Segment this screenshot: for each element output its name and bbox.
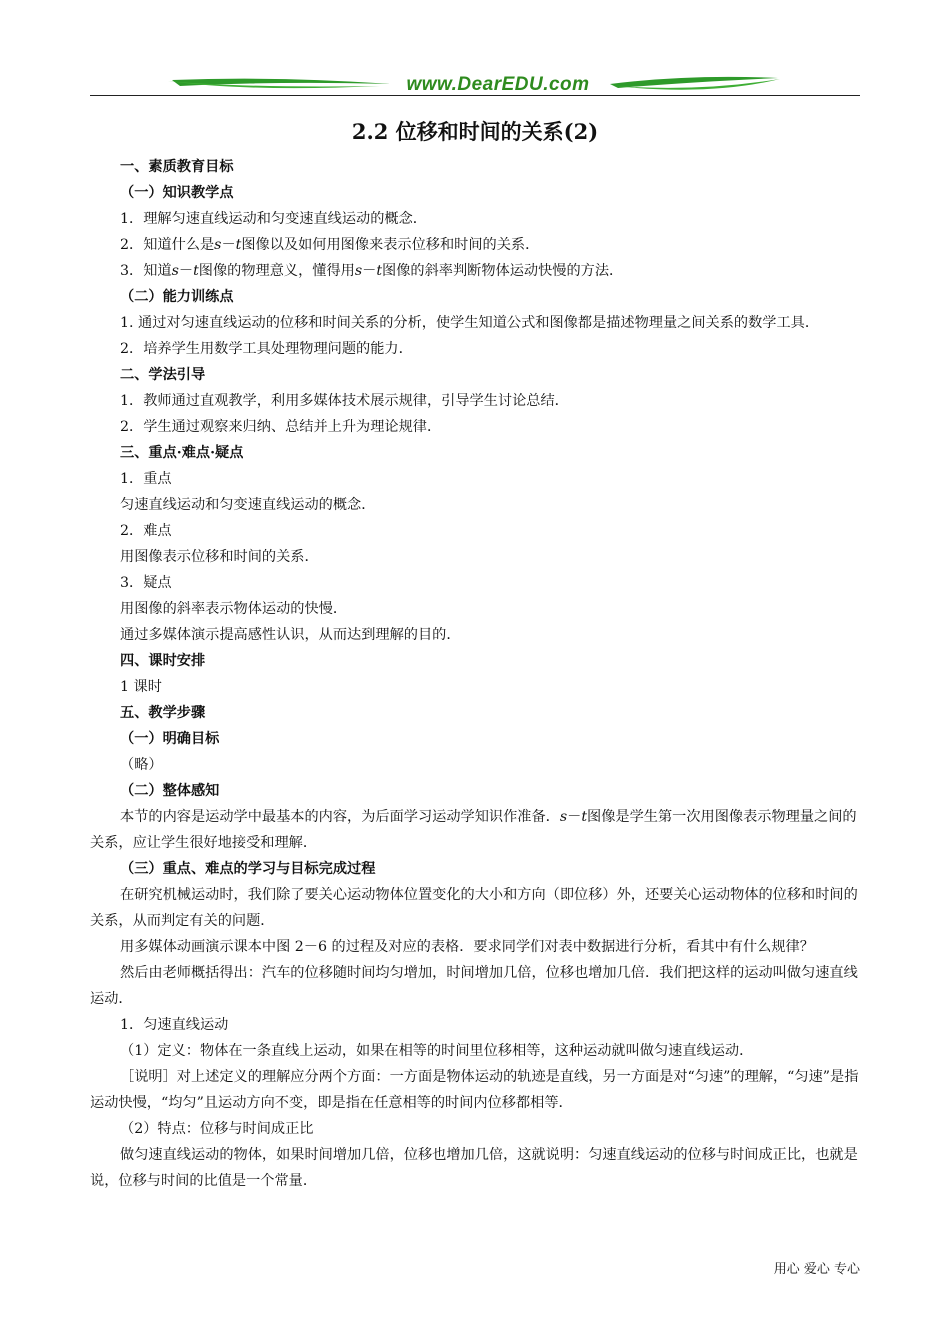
section-heading: 五、教学步骤 [120, 705, 206, 721]
subsection-heading: （三）重点、难点的学习与目标完成过程 [120, 861, 376, 877]
paragraph: 2．知道什么是s－t图像以及如何用图像来表示位移和时间的关系． [120, 237, 540, 253]
paragraph: ［说明］对上述定义的理解应分两个方面：一方面是物体运动的轨迹是直线，另一方面是对“匀速”的理解，“匀速”是指运动快慢，“均匀”且运动方向不变，即是指在任意相等的时间内位移都相等． [90, 1069, 859, 1111]
paragraph: 用图像表示位移和时间的关系． [120, 549, 319, 565]
paragraph: 2．难点 [120, 523, 172, 539]
paragraph: 2．学生通过观察来归纳、总结并上升为理论规律． [120, 419, 442, 435]
paragraph: 通过多媒体演示提高感性认识，从而达到理解的目的． [120, 627, 461, 643]
section-heading: 二、学法引导 [120, 367, 206, 383]
paragraph: （略） [120, 757, 163, 773]
footer-motto: 用心 爱心 专心 [773, 1262, 860, 1277]
paragraph: 1．教师通过直观教学，利用多媒体技术展示规律，引导学生讨论总结． [120, 393, 569, 409]
paragraph: 3．疑点 [120, 575, 172, 591]
header-divider [90, 95, 860, 96]
paragraph: 做匀速直线运动的物体，如果时间增加几倍，位移也增加几倍，这就说明：匀速直线运动的位移与时间成正比，也就是说，位移与时间的比值是一个常量． [90, 1147, 858, 1189]
subsection-heading: （一）知识教学点 [120, 185, 234, 201]
subsection-heading: （二）能力训练点 [120, 289, 234, 305]
paragraph: （2）特点：位移与时间成正比 [120, 1121, 314, 1137]
paragraph: 在研究机械运动时，我们除了要关心运动物体位置变化的大小和方向（即位移）外，还要关心运动物体的位移和时间的关系，从而判定有关的问题． [90, 887, 858, 929]
document-body [90, 154, 860, 1194]
subsection-heading: （一）明确目标 [120, 731, 220, 747]
subsection-heading: （二）整体感知 [120, 783, 220, 799]
paragraph: 用图像的斜率表示物体运动的快慢． [120, 601, 348, 617]
section-heading: 一、素质教育目标 [120, 159, 234, 175]
paragraph: 1. 通过对匀速直线运动的位移和时间关系的分析，使学生知道公式和图像都是描述物理量之间关系的数学工具． [120, 315, 820, 331]
page-title: 2.2 位移和时间的关系(2) [351, 119, 599, 144]
paragraph: 1．匀速直线运动 [120, 1017, 229, 1033]
paragraph: 1．重点 [120, 471, 172, 487]
paragraph: 然后由老师概括得出：汽车的位移随时间均匀增加，时间增加几倍，位移也增加几倍．我们把这样的运动叫做匀速直线运动． [90, 965, 858, 1007]
paragraph: 用多媒体动画演示课本中图 2－6 的过程及对应的表格．要求同学们对表中数据进行分析，看其中有什么规律？ [120, 939, 814, 955]
paragraph: （1）定义：物体在一条直线上运动，如果在相等的时间里位移相等，这种运动就叫做匀速直线运动． [120, 1043, 754, 1059]
paragraph: 1．理解匀速直线运动和匀变速直线运动的概念． [120, 211, 427, 227]
paragraph: 本节的内容是运动学中最基本的内容，为后面学习运动学知识作准备．s－t图像是学生第一次用图像表示物理量之间的关系，应让学生很好地接受和理解． [90, 809, 857, 851]
site-url[interactable]: www.DearEDU.com [406, 74, 590, 95]
paragraph: 匀速直线运动和匀变速直线运动的概念． [120, 497, 376, 513]
section-heading: 三、重点·难点·疑点 [120, 445, 244, 461]
section-heading: 四、课时安排 [120, 653, 206, 669]
paragraph: 2．培养学生用数学工具处理物理问题的能力． [120, 341, 413, 357]
paragraph: 3．知道s－t图像的物理意义，懂得用s－t图像的斜率判断物体运动快慢的方法． [120, 263, 624, 279]
paragraph: 1 课时 [120, 679, 162, 695]
